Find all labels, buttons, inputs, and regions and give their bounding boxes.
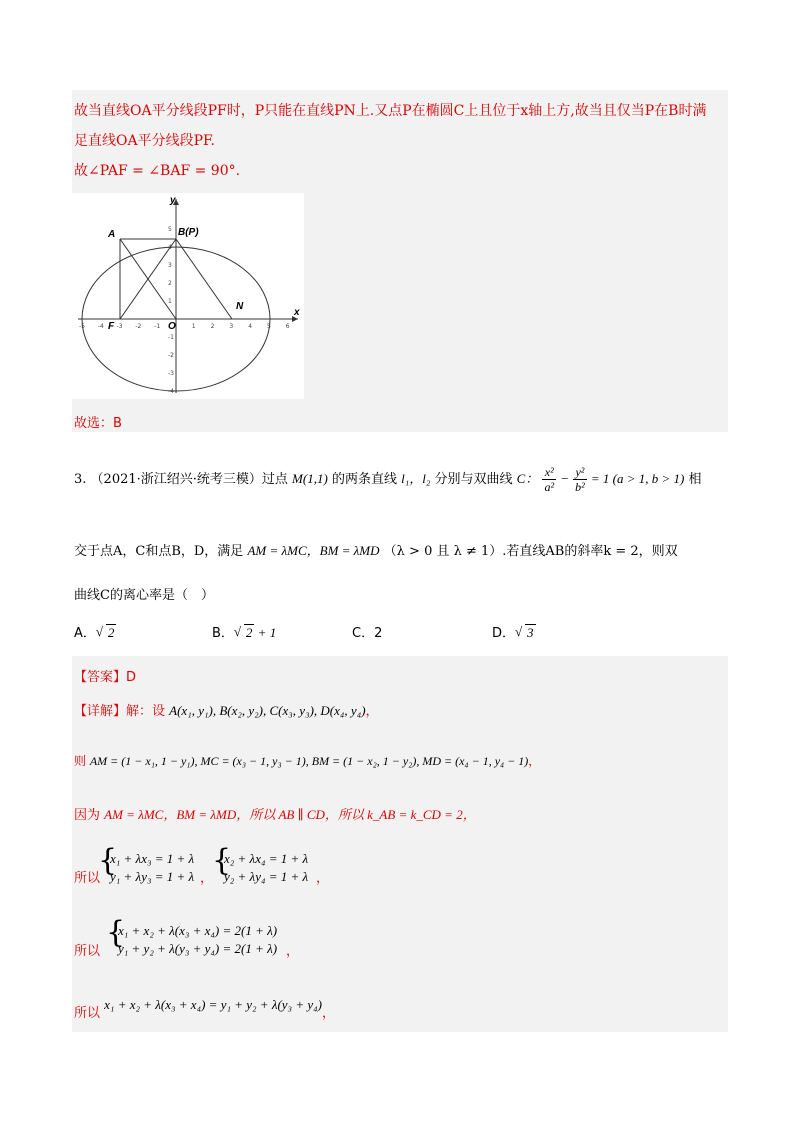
choice-text: 故选：B — [74, 416, 122, 431]
y-tick-label: -3 — [168, 370, 174, 377]
brace-3: { — [106, 915, 126, 950]
point-a-label: A — [108, 229, 116, 240]
point-b-label: B(P) — [178, 227, 199, 238]
x-axis-label: x — [294, 307, 300, 318]
final-equation: x₁ + x₂ + λ(x₃ + x₄) = y₁ + y₂ + λ(y₃ + y₄) — [104, 997, 322, 1012]
x-tick-label: -2 — [135, 323, 142, 330]
problem-number: 3. — [74, 472, 87, 487]
option-d: D．√ 3 — [492, 622, 536, 641]
answer-detail-label: 【详解】解：设 — [74, 704, 166, 719]
option-b: B．√ 2 + 1 — [212, 622, 276, 641]
system-2: x₂ + λx₄ = 1 + λ y₂ + λy₄ = 1 + λ — [224, 851, 309, 884]
so-label-3: 所以 — [74, 1006, 101, 1021]
because-equation: AM = λMC，BM = λMD，所以 AB ∥ CD，所以 k_AB = k_CD = 2， — [104, 807, 476, 822]
y-tick-label: -1 — [168, 334, 174, 341]
brace-2: { — [212, 843, 232, 878]
brace-1: { — [98, 843, 118, 878]
so-label-2: 所以 — [74, 944, 101, 959]
option-a: A．√ 2 — [74, 622, 116, 641]
point-definitions: A(x₁, y₁), B(x₂, y₂), C(x₃, y₃), D(x₄, y₄) — [169, 703, 366, 718]
final-line: 所以 x₁ + x₂ + λ(x₃ + x₄) = y₁ + y₂ + λ(y₃ + y₄)， — [74, 997, 335, 1021]
lines-l1-l2: l₁，l₂ — [401, 471, 431, 486]
point-n-label: N — [236, 301, 244, 312]
answer-detail-line: 【详解】解：设 A(x₁, y₁), B(x₂, y₂), C(x₃, y₃), D(x₄, y₄)， — [74, 703, 379, 719]
vector-expressions: AM = (1 − x₁, 1 − y₁), MC = (x₃ − 1, y₃ − 1), BM = (1 − x₂, 1 − y₂), MD = (x₄ − 1, y₄ − 1) — [89, 754, 529, 768]
system-1: x₁ + λx₃ = 1 + λ y₁ + λy₃ = 1 + λ — [110, 851, 195, 884]
ellipse-graph — [72, 193, 304, 399]
x-tick-label: -3 — [116, 323, 123, 330]
because-label: 因为 — [74, 808, 101, 823]
ellipse-figure — [72, 193, 304, 399]
y-tick-label: 1 — [168, 298, 172, 305]
so-label-1: 所以 — [74, 871, 101, 886]
problem-line-3: 曲线C的离心率是（ ） — [74, 588, 214, 603]
x-tick-label: 1 — [191, 323, 196, 330]
curve-c: C： — [516, 471, 539, 486]
x-tick-label: -5 — [79, 323, 85, 330]
because-line — [74, 804, 476, 823]
problem-text-3: 相 — [688, 472, 702, 487]
point-m: M(1,1) — [292, 471, 328, 486]
fraction-y: $\frac{\text{y²}}{\text{b²}}$ — [575, 465, 585, 494]
y-axis-label: y — [170, 195, 176, 206]
problem-text-1: 的两条直线 — [331, 472, 397, 487]
x-tick-label: 4 — [248, 323, 253, 330]
condition-vectors: AM = λMC，BM = λMD — [247, 543, 380, 558]
x-tick-label: -4 — [97, 323, 104, 330]
equation-rest: = 1 (a > 1, b > 1) — [590, 471, 685, 486]
y-tick-label: -2 — [168, 352, 174, 359]
problem-line2-text: 交于点A，C和点B，D，满足 — [74, 544, 244, 559]
y-tick-label: 5 — [168, 226, 172, 233]
then-label: 则 — [74, 754, 87, 768]
system-3: x₁ + x₂ + λ(x₃ + x₄) = 2(1 + λ) y₁ + y₂ + λ(y₃ + y₄) = 2(1 + λ) — [118, 923, 278, 956]
solution-line-3: 故∠PAF = ∠BAF = 90°. — [74, 163, 241, 179]
y-tick-label: 2 — [168, 280, 172, 287]
problem-source: （2021·浙江绍兴·统考三模）过点 — [90, 472, 288, 487]
y-tick-label: 4 — [168, 244, 172, 251]
origin-label: O — [168, 321, 176, 332]
vector-line: 则 AM = (1 − x₁, 1 − y₁), MC = (x₃ − 1, y₃ − 1), BM = (1 − x₂, 1 − y₂), MD = (x₄ − 1, y₄ − 1)， — [74, 754, 541, 768]
problem-line-1: 3. （2021·浙江绍兴·统考三模）过点 M(1,1) 的两条直线 l₁，l₂ 分别与双曲线 C： $\frac{\text{x²}}{\text{a²}}$ − $\frac{\text{y²}}{\text{b²}}$ = 1 (a > 1, b > 1) 相 — [74, 465, 702, 494]
answer-label: 【答案】D — [74, 670, 137, 685]
x-tick-label: 5 — [267, 323, 271, 330]
x-tick-label: 3 — [229, 323, 234, 330]
y-tick-label: -4 — [168, 388, 174, 395]
solution-line-1: 故当直线OA平分线段PF时，P只能在直线PN上.又点P在椭圆C上且位于x轴上方,故当且仅当P在B时满 — [74, 103, 707, 119]
fraction-x: $\frac{\text{x²}}{\text{a²}}$ — [544, 465, 555, 494]
option-c: C．2 — [352, 626, 383, 641]
point-f-label: F — [108, 321, 115, 332]
problem-text-2: 分别与双曲线 — [434, 472, 513, 487]
x-tick-label: -1 — [154, 323, 161, 330]
y-tick-label: 3 — [168, 262, 172, 269]
condition-text: （λ > 0 且 λ ≠ 1）.若直线AB的斜率k = 2，则双 — [383, 544, 678, 559]
x-tick-label: 2 — [210, 323, 215, 330]
problem-line-2 — [74, 540, 678, 559]
x-tick-label: 6 — [285, 323, 290, 330]
solution-line-2: 足直线OA平分线段PF. — [74, 133, 215, 149]
